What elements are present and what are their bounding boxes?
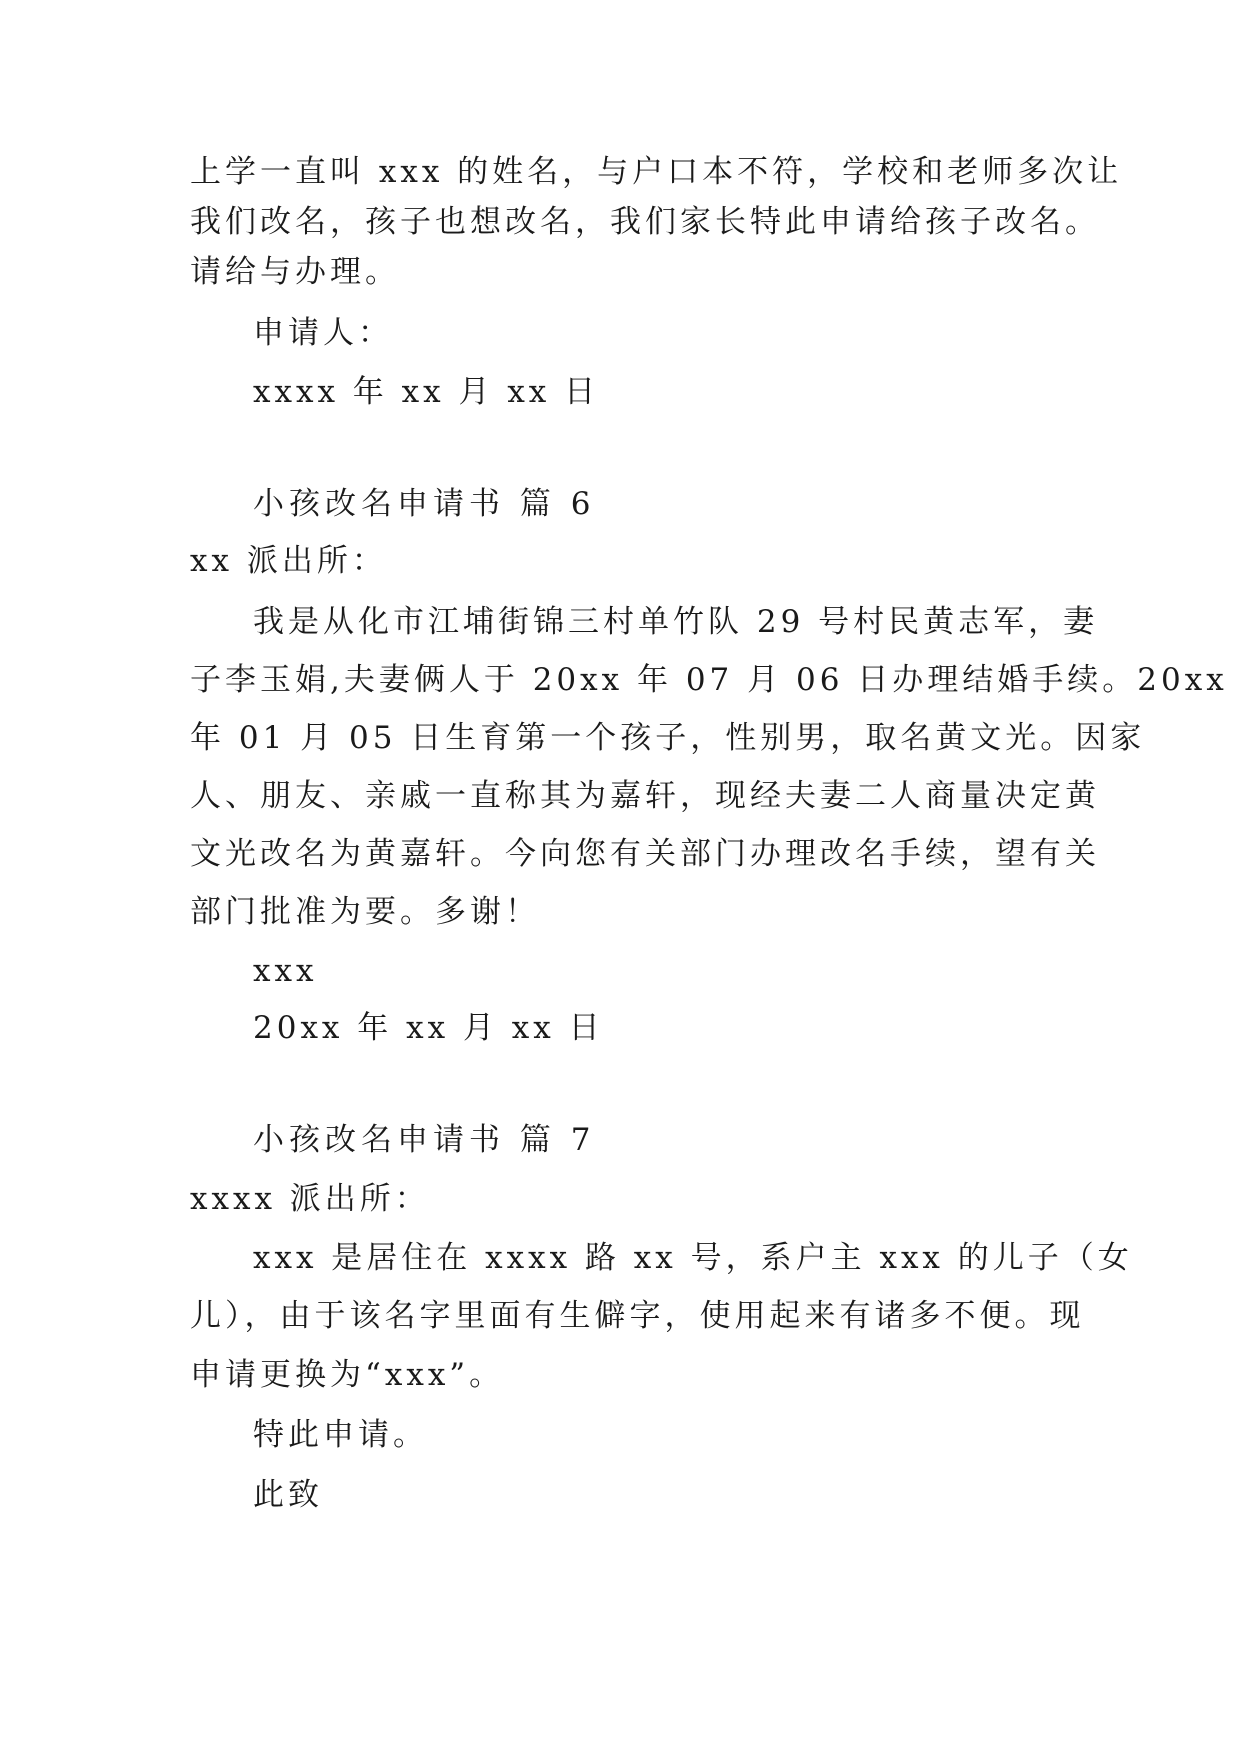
paragraph-line: 子李玉娟,夫妻俩人于 20xx 年 07 月 06 日办理结婚手续。20xx [190, 662, 1228, 698]
paragraph-line: 文光改名为黄嘉轩。今向您有关部门办理改名手续，望有关 [190, 836, 1100, 872]
paragraph-line: 上学一直叫 xxx 的姓名，与户口本不符，学校和老师多次让 [190, 154, 1123, 190]
date-line: 20xx 年 xx 月 xx 日 [253, 1010, 604, 1046]
closing-line: 特此申请。 [253, 1417, 428, 1453]
paragraph-line: 请给与办理。 [190, 254, 400, 290]
salutation: xxxx 派出所： [190, 1181, 430, 1217]
signature: xxx [253, 953, 318, 989]
closing-line: 此致 [253, 1477, 323, 1513]
paragraph-line: 我是从化市江埔街锦三村单竹队 29 号村民黄志军，妻 [253, 604, 1099, 640]
paragraph-line: 年 01 月 05 日生育第一个孩子，性别男，取名黄文光。因家 [190, 720, 1146, 756]
applicant-label: 申请人： [253, 315, 393, 351]
section-title: 小孩改名申请书 篇 7 [253, 1122, 596, 1158]
salutation: xx 派出所： [190, 543, 387, 579]
paragraph-line: xxx 是居住在 xxxx 路 xx 号，系户主 xxx 的儿子（女 [253, 1240, 1133, 1276]
paragraph-line: 我们改名，孩子也想改名，我们家长特此申请给孩子改名。 [190, 204, 1100, 240]
paragraph-line: 儿），由于该名字里面有生僻字，使用起来有诸多不便。现 [190, 1298, 1085, 1334]
paragraph-line: 部门批准为要。多谢！ [190, 894, 540, 930]
date-line: xxxx 年 xx 月 xx 日 [253, 374, 600, 410]
section-title: 小孩改名申请书 篇 6 [253, 486, 596, 522]
paragraph-line: 人、朋友、亲戚一直称其为嘉轩，现经夫妻二人商量决定黄 [190, 778, 1100, 814]
paragraph-line: 申请更换为“xxx”。 [190, 1357, 505, 1393]
